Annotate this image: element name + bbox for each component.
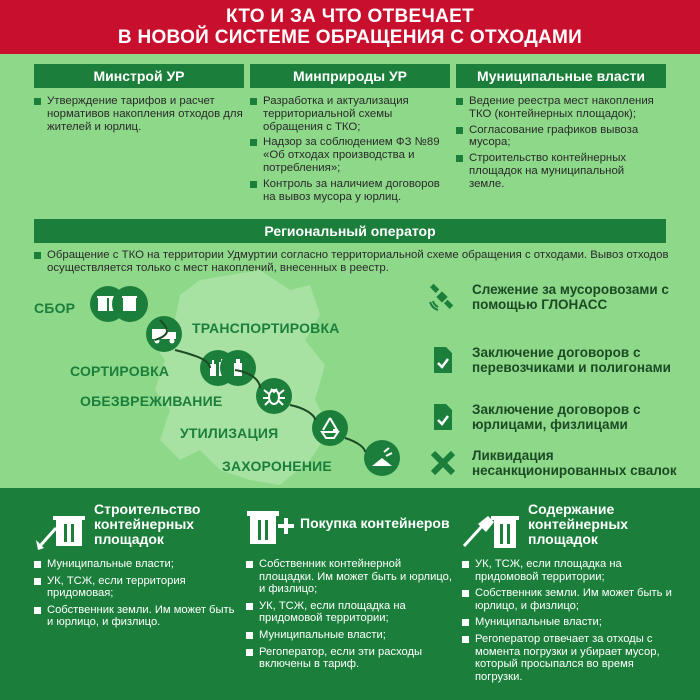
list-item: Муниципальные власти; — [462, 616, 677, 629]
list-item: Утверждение тарифов и расчет нормативов накопления отходов для жителей и юрлиц. — [34, 95, 244, 133]
bottom-title-maintenance: Содержание контейнерных площадок — [528, 501, 629, 547]
list-item: Надзор за соблюдением ФЗ №89 «Об отходах производства и потребления»; — [250, 136, 450, 174]
step-neutralization: ОБЕЗВРЕЖИВАНИЕ — [80, 393, 223, 409]
process-arrows — [100, 290, 420, 480]
bin-plus-icon — [246, 506, 294, 546]
regional-operator-title: Региональный оператор — [34, 219, 666, 243]
feature-text: Заключение договоров с перевозчиками и полигонами — [472, 345, 671, 375]
bottom-title-construction: Строительство контейнерных площадок — [94, 501, 201, 547]
list-item: Собственник контейнерной площадки. Им может быть и юрлицо, и физлицо; — [246, 558, 456, 596]
list-item: Регоператор, если эти расходы включены в тариф. — [246, 646, 456, 671]
column-minprirody-list — [250, 95, 450, 206]
list-item: Ведение реестра мест накопления ТКО (контейнерных площадок); — [456, 95, 661, 121]
header-title-line2: В НОВОЙ СИСТЕМЕ ОБРАЩЕНИЯ С ОТХОДАМИ — [117, 27, 583, 48]
feature-text: Слежение за мусоровозами с помощью ГЛОНАСС — [472, 282, 669, 312]
list-item: Контроль за наличием договоров на вывоз мусора у юрлиц. — [250, 178, 450, 204]
list-item: Муниципальные власти; — [246, 629, 456, 642]
cross-icon — [428, 448, 458, 478]
column-title-minstroy: Минстрой УР — [34, 64, 244, 88]
list-item: Разработка и актуализация территориальной схемы обращения с ТКО; — [250, 95, 450, 133]
step-collection: СБОР — [34, 300, 76, 316]
list-item: Строительство контейнерных площадок на муниципальной земле. — [456, 152, 661, 190]
list-item: УК, ТСЖ, если площадка на придомовой территории; — [462, 558, 677, 583]
feature-text: Заключение договоров с юрлицами, физлицами — [472, 402, 641, 432]
list-item: УК, ТСЖ, если площадка на придомовой территории; — [246, 600, 456, 625]
step-sorting: СОРТИРОВКА — [70, 363, 170, 379]
step-burial: ЗАХОРОНЕНИЕ — [222, 458, 332, 474]
list-item: УК, ТСЖ, если территория придомовая; — [34, 575, 239, 600]
bottom-title-purchase: Покупка контейнеров — [300, 515, 450, 531]
page-header — [0, 0, 700, 54]
step-transportation: ТРАНСПОРТИРОВКА — [192, 320, 340, 336]
column-title-minprirody: Минприроды УР — [250, 64, 450, 88]
document-icon — [428, 402, 458, 432]
broom-bin-icon — [460, 502, 520, 550]
document-icon — [428, 345, 458, 375]
regional-operator-text: Обращение с ТКО на территории Удмуртии согласно территориальной схеме обращения с отходами. Вывоз отходов осуществляется только с мест накоплений, внесенных в реестр. — [34, 249, 674, 275]
list-item: Собственник земли. Им может быть и юрлицо, и физлицо. — [34, 604, 239, 629]
shovel-bin-icon — [34, 500, 90, 550]
feature-text: Ликвидация несанкционированных свалок — [472, 448, 677, 478]
step-utilization: УТИЛИЗАЦИЯ — [180, 425, 279, 441]
column-municipal-list — [456, 95, 661, 194]
bottom-list-maintenance — [462, 558, 677, 687]
header-title-line1: КТО И ЗА ЧТО ОТВЕЧАЕТ — [225, 6, 475, 27]
list-item: Собственник земли. Им может быть и юрлицо, и физлицо; — [462, 587, 677, 612]
list-item: Регоператор отвечает за отходы с момента погрузки и убирает мусор, который просыпался во время погрузки. — [462, 633, 677, 683]
satellite-icon — [428, 282, 458, 312]
column-title-municipal: Муниципальные власти — [456, 64, 666, 88]
bottom-list-purchase — [246, 558, 456, 675]
list-item: Муниципальные власти; — [34, 558, 239, 571]
column-minstroy-list — [34, 95, 244, 136]
bottom-list-construction — [34, 558, 239, 633]
list-item: Согласование графиков вывоза мусора; — [456, 124, 661, 150]
